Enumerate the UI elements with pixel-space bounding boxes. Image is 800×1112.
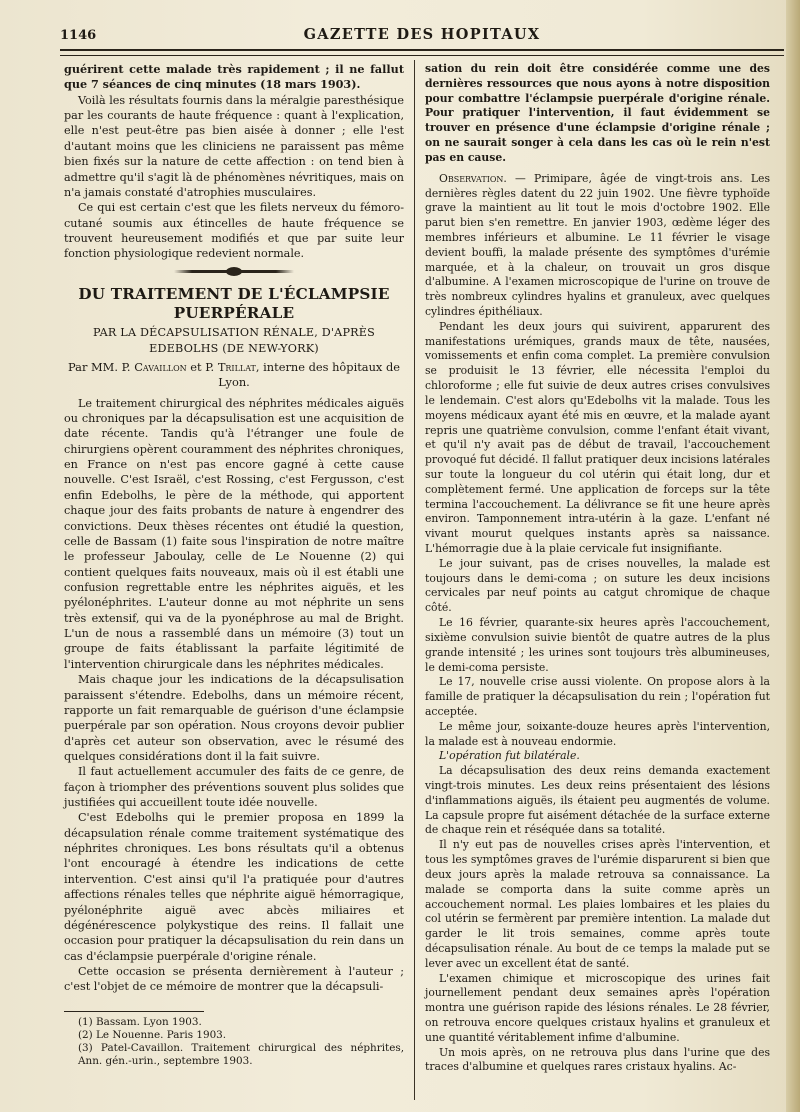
- paragraph: Le traitement chirurgical des néphrites médicales aiguës ou chroniques par la décapsulisation est une acquisition de date récente. Tandis qu'à l'étranger une foule de chirurgiens opèrent couramment des néphrites chroniques, en France on n'est pas encore gagné à cette cause nouvelle. C'est Israël, c'est Rossing, c'est Fergusson, c'est enfin Edebolhs, le père de la méthode, qui apportent chaque jour des faits probants de nature à engendrer des convictions. Deux thèses récentes ont étudié la question, celle de Bassam (1) faite sous l'inspiration de notre maître le professeur Jaboulay, celle de Le Nouenne (2) qui contient quelques faits nouveaux, mais où il est établi une confusion regrettable entre les néphrites aiguës, et les pyélonéphrites. L'auteur donne au mot néphrite un sens très extensif, qui va de la pyonéphrose au mal de Bright. L'un de nous a rassemblé dans un mémoire (3) tout un groupe de faits établissant la parfaite légitimité de l'intervention chirurgicale dans les néphrites médicales.: [64, 396, 404, 671]
- journal-title: GAZETTE DES HOPITAUX: [303, 26, 541, 43]
- paragraph: sation du rein doit être considérée comme une des dernières ressources que nous ayons à notre disposition pour combattre l'éclampsie puerpérale d'origine rénale. Pour pratiquer l'intervention, il faut évidemment se trouver en présence d'une éclampsie d'origine rénale ; on ne saurait songer à cela dans les cas où le rein n'est pas en cause.: [425, 62, 770, 164]
- page-header: [60, 24, 784, 48]
- page-edge: [786, 0, 800, 1112]
- paragraph: Le 16 février, quarante-six heures après l'accouchement, sixième convulsion suivie bientôt de quatre autres de la plus grande intensité ; les urines sont toujours très albumineuses, le demi-coma persiste.: [425, 616, 770, 674]
- section-ornament: [174, 270, 294, 273]
- byline-suffix: , interne des hôpitaux de Lyon.: [218, 359, 400, 389]
- footnote: (2) Le Nouenne. Paris 1903.: [78, 1028, 227, 1041]
- paragraph: Il n'y eut pas de nouvelles crises après l'intervention, et tous les symptômes graves de l'urémie disparurent si bien que deux jours après la malade retrouva sa connaissance. La malade se comporta dans la suite comme après un accouchement normal. Les plaies lombaires et les plaies du col utérin se fermèrent par première intention. La malade dut garder le lit trois semaines, comme après toute décapsulisation rénale. Au bout de ce temps la malade put se lever avec un excellent état de santé.: [425, 838, 770, 970]
- column-divider: [414, 60, 415, 1100]
- author-name: Trillat: [217, 359, 256, 374]
- paragraph: Le 17, nouvelle crise aussi violente. On propose alors à la famille de pratiquer la décapsulisation du rein ; l'opération fut acceptée.: [425, 675, 770, 718]
- paragraph: Mais chaque jour les indications de la décapsulisation paraissent s'étendre. Edebolhs, dans un mémoire récent, rapporte un fait remarquable de guérison d'une éclampsie puerpérale par son opération. Nous croyons devoir publier d'après cet auteur son observation, avec le résumé des quelques considérations dont il la fait suivre.: [64, 673, 404, 763]
- footnote: (1) Bassam. Lyon 1903.: [78, 1015, 202, 1028]
- footnote-rule: [64, 1011, 204, 1012]
- right-column: [425, 62, 770, 1075]
- paragraph: Ce qui est certain c'est que les filets nerveux du fémoro-cutané soumis aux étincelles de haute fréquence se trouvent heureusement modifiés et que par suite leur fonction physiologique redevient normale.: [64, 201, 404, 261]
- paragraph: La décapsulisation des deux reins demanda exactement vingt-trois minutes. Les deux reins présentaient des lésions d'inflammations aiguës, ils étaient peu augmentés de volume. La capsule propre fut aisément détachée de la surface externe de chaque rein et réséquée dans sa totalité.: [425, 764, 770, 837]
- paragraph: L'examen chimique et microscopique des urines fait journellement pendant deux semaines après l'opération montra une guérison rapide des lésions rénales. Le 28 février, on retrouva encore quelques cristaux hyalins et granuleux et une quantité véritablement infime d'albumine.: [425, 971, 770, 1044]
- paragraph: Un mois après, on ne retrouva plus dans l'urine que des traces d'albumine et quelques rares cristaux hyalins. Ac-: [425, 1045, 770, 1074]
- observation-label: Observation: [439, 171, 504, 185]
- article-byline: [64, 360, 404, 390]
- italic-line: L'opération fut bilatérale.: [439, 749, 580, 763]
- paragraph: guérirent cette malade très rapidement ; il ne fallut que 7 séances de cinq minutes (18 mars 1903).: [64, 62, 404, 92]
- paragraph: Le jour suivant, pas de crises nouvelles, la malade est toujours dans le demi-coma ; on suture les deux incisions cervicales par neuf points au catgut chromique de chaque côté.: [425, 556, 770, 615]
- left-column: [64, 62, 404, 1069]
- paragraph: C'est Edebolhs qui le premier proposa en 1899 la décapsulation rénale comme traitement systématique des néphrites chroniques. Les bons résultats qu'il a obtenus l'ont encouragé à étendre les indications de cette intervention. C'est ainsi qu'il l'a pratiquée pour d'autres affections rénales telles que néphrite aiguë hémorragique, pyélonéphrite aiguë avec abcès miliaires et dégénérescence polykystique des reins. Il fallait une occasion pour pratiquer la décapsulisation du rein dans un cas d'éclampsie puerpérale d'origine rénale.: [64, 811, 404, 963]
- paragraph: Voilà les résultats fournis dans la méralgie paresthésique par les courants de haute fréquence : quant à l'explication, elle n'est peut-être pas bien aisée à donner ; elle l'est d'autant moins que les cliniciens ne paraissent pas même bien fixés sur la nature de cette affection : on tend bien à admettre qu'il s'agit là de phénomènes névritiques, mais on n'a jamais constaté d'atrophies musculaires.: [64, 93, 404, 199]
- article-title: DU TRAITEMENT DE L'ÉCLAMPSIE PUERPÉRALE: [78, 284, 390, 322]
- observation-paragraph: [425, 172, 770, 320]
- author-name: Cavaillon: [134, 359, 187, 374]
- article-subtitle: PAR LA DÉCAPSULISATION RÉNALE, D'APRÈS EDEBOLHS (DE NEW-YORK): [92, 325, 376, 355]
- paragraph: Le même jour, soixante-douze heures après l'intervention, la malade est à nouveau endormie.: [425, 719, 770, 748]
- paragraph: Pendant les deux jours qui suivirent, apparurent des manifestations urémiques, grands maux de tête, nausées, vomissements et enfin coma complet. La première convulsion se produisit le 13 février, elle nécessita l'emploi du chloroforme ; elle fut suivie de deux autres crises convulsives le lendemain. C'est alors qu'Edebolhs vit la malade. Tous les moyens médicaux ayant été mis en œuvre, et la malade ayant repris une quatrième convulsion, comme l'enfant était vivant, et qu'il n'y avait pas de début de travail, l'accouchement provoqué fut décidé. Il fallut pratiquer deux incisions latérales sur toute la longueur du col utérin qui était long, dur et complètement fermé. Une application de forceps sur la tête termina l'accouchement. La délivrance se fit une heure après environ. Tamponnement intra-utérin à la gaze. L'enfant né vivant mourut quelques instants après sa naissance. L'hémorragie due à la plaie cervicale fut insignifiante.: [425, 319, 770, 555]
- footnote: (3) Patel-Cavaillon. Traitement chirurgical des néphrites, Ann. gén.-urin., septembre 1903.: [78, 1042, 404, 1068]
- header-rule-thin: [60, 55, 784, 56]
- paragraph: Il faut actuellement accumuler des faits de ce genre, de façon à triompher des préventions souvent plus solides que justifiées qui accueillent toute idée nouvelle.: [64, 765, 404, 810]
- footnotes: [64, 1016, 404, 1069]
- header-rule: [60, 49, 784, 51]
- byline-mid: et P.: [190, 359, 215, 374]
- paragraph: Cette occasion se présenta dernièrement à l'auteur ; c'est l'objet de ce mémoire de montrer que la décapsuli-: [64, 964, 404, 994]
- byline-prefix: Par MM. P.: [68, 359, 131, 374]
- observation-text: . — Primipare, âgée de vingt-trois ans. Les dernières règles datent du 22 juin 1902. Une fièvre typhoïde grave la maintient au lit tout le mois d'octobre 1902. Elle parut bien s'en remettre. En janvier 1903, œdème léger des membres inférieurs et albumine. Le 11 février le visage devient bouffi, la malade présente des symptômes d'urémie marquée, et à la chaleur, on trouvait un gros disque d'albumine. A l'examen microscopique de l'urine on trouve de très nombreux cylindres hyalins et granuleux, avec quelques cylindres épithéliaux.: [425, 171, 770, 318]
- page-number: 1146: [60, 28, 97, 43]
